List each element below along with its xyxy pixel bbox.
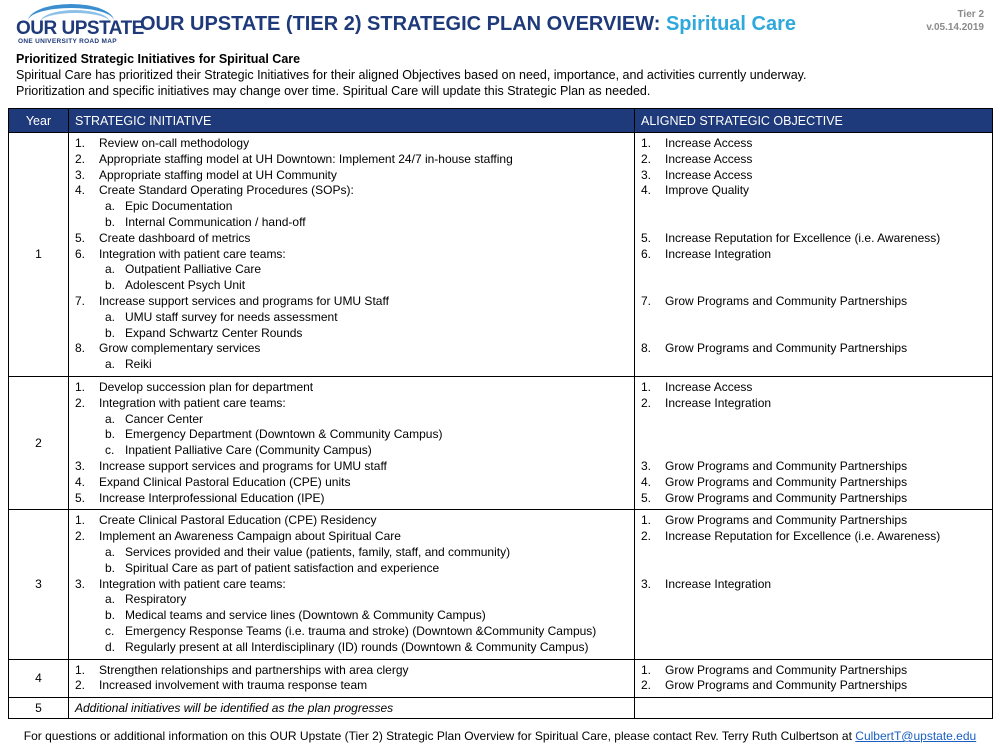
col-header-initiative: STRATEGIC INITIATIVE	[69, 109, 635, 133]
item-number: 4.	[75, 183, 86, 198]
item-text: Integration with patient care teams:	[99, 246, 286, 261]
objective-cell	[635, 376, 993, 509]
initiative-item	[75, 513, 628, 529]
intro-heading: Prioritized Strategic Initiatives for Spiritual Care	[16, 52, 301, 66]
initiative-item	[75, 380, 628, 396]
item-text: Expand Clinical Pastoral Education (CPE) units	[99, 474, 351, 489]
item-text: Expand Schwartz Center Rounds	[125, 325, 303, 340]
initiative-item	[75, 294, 628, 310]
item-number: b.	[105, 560, 116, 575]
item-number: 7.	[641, 293, 652, 308]
objective-cell	[635, 659, 993, 698]
initiative-cell	[69, 659, 635, 698]
item-number: 2.	[75, 151, 86, 166]
item-text: Integration with patient care teams:	[99, 576, 286, 591]
objective-item	[641, 427, 986, 443]
initiative-item	[75, 136, 628, 152]
item-number: 2.	[641, 151, 652, 166]
sub-initiative-item	[75, 412, 628, 428]
item-number: 1.	[75, 379, 86, 394]
item-text: Increase Reputation for Excellence (i.e. Awareness)	[665, 529, 941, 544]
item-number: 3.	[641, 167, 652, 182]
table-row	[9, 659, 993, 698]
item-text: Grow Programs and Community Partnerships	[665, 474, 908, 489]
future-initiatives-note: Additional initiatives will be identified as the plan progresses	[69, 698, 635, 719]
sub-initiative-item	[75, 592, 628, 608]
item-number: c.	[105, 623, 115, 638]
sub-initiative-item	[75, 640, 628, 656]
objective-item	[641, 294, 986, 310]
initiative-item	[75, 459, 628, 475]
year-cell: 2	[9, 376, 69, 509]
title-main: OUR UPSTATE (TIER 2) STRATEGIC PLAN OVERVIEW:	[140, 13, 666, 35]
item-text: Emergency Response Teams (i.e. trauma and stroke) (Downtown &Community Campus)	[125, 623, 597, 638]
table-body	[9, 133, 993, 719]
initiative-cell	[69, 510, 635, 659]
objective-cell	[635, 133, 993, 377]
item-text: Grow Programs and Community Partnerships	[665, 341, 908, 356]
initiative-item	[75, 396, 628, 412]
sub-initiative-item	[75, 357, 628, 373]
item-text: Regularly present at all Interdisciplinary (ID) rounds (Downtown & Community Campus)	[125, 639, 589, 654]
item-number: 2.	[641, 678, 652, 693]
item-number: a.	[105, 199, 116, 214]
footer-text: For questions or additional information on this OUR Upstate (Tier 2) Strategic Plan Overview for Spiritual Care, please contact Rev. Terry Ruth Culbertson at	[23, 729, 856, 743]
our-upstate-logo	[10, 4, 144, 46]
sub-initiative-item	[75, 561, 628, 577]
item-text: UMU staff survey for needs assessment	[125, 309, 338, 324]
item-text: Increase Integration	[665, 576, 772, 591]
item-number: 4.	[75, 474, 86, 489]
objective-item	[641, 278, 986, 294]
item-number: a.	[105, 262, 116, 277]
table-row	[9, 133, 993, 377]
objective-item	[641, 152, 986, 168]
item-number: 4.	[641, 474, 652, 489]
objective-item	[641, 529, 986, 545]
objective-item	[641, 231, 986, 247]
initiative-item	[75, 663, 628, 679]
objective-item	[641, 310, 986, 326]
objective-item	[641, 545, 986, 561]
item-text: Inpatient Palliative Care (Community Campus)	[125, 443, 372, 458]
item-text: Improve Quality	[665, 183, 750, 198]
logo-subtitle: ONE UNIVERSITY ROAD MAP	[18, 38, 117, 45]
sub-initiative-item	[75, 427, 628, 443]
version-label: v.05.14.2019	[926, 22, 984, 33]
item-number: 3.	[641, 458, 652, 473]
sub-initiative-item	[75, 262, 628, 278]
sub-initiative-item	[75, 278, 628, 294]
year-cell: 3	[9, 510, 69, 659]
objective-item	[641, 380, 986, 396]
item-number: 6.	[641, 246, 652, 261]
item-number: 3.	[75, 167, 86, 182]
sub-initiative-item	[75, 608, 628, 624]
objective-item	[641, 136, 986, 152]
objective-item	[641, 326, 986, 342]
item-text: Grow Programs and Community Partnerships	[665, 662, 908, 677]
objective-item	[641, 396, 986, 412]
intro-section	[16, 51, 986, 99]
item-text: Integration with patient care teams:	[99, 395, 286, 410]
initiative-item	[75, 152, 628, 168]
objective-item	[641, 561, 986, 577]
item-text: Implement an Awareness Campaign about Spiritual Care	[99, 529, 401, 544]
sub-initiative-item	[75, 310, 628, 326]
item-number: a.	[105, 544, 116, 559]
item-text: Outpatient Palliative Care	[125, 262, 262, 277]
objective-item	[641, 183, 986, 199]
item-number: 2.	[75, 529, 86, 544]
item-text: Appropriate staffing model at UH Community	[99, 167, 337, 182]
objective-item	[641, 663, 986, 679]
item-number: b.	[105, 278, 116, 293]
objective-item	[641, 215, 986, 231]
item-text: Increase Reputation for Excellence (i.e. Awareness)	[665, 230, 941, 245]
page-header	[0, 0, 1000, 48]
item-text: Internal Communication / hand-off	[125, 214, 306, 229]
sub-initiative-item	[75, 624, 628, 640]
item-number: 8.	[75, 341, 86, 356]
item-number: 5.	[641, 490, 652, 505]
item-number: 1.	[75, 136, 86, 150]
item-text: Strengthen relationships and partnerships with area clergy	[99, 662, 409, 677]
item-text: Increase support services and programs for UMU staff	[99, 458, 387, 473]
item-text: Increase Access	[665, 151, 753, 166]
objective-item	[641, 412, 986, 428]
item-number: 1.	[641, 136, 652, 150]
item-text: Increase Access	[665, 167, 753, 182]
initiative-item	[75, 577, 628, 593]
item-number: b.	[105, 427, 116, 442]
item-number: 2.	[75, 395, 86, 410]
col-header-year: Year	[9, 109, 69, 133]
table-row	[9, 510, 993, 659]
item-text: Reiki	[125, 357, 152, 372]
item-text: Increase Access	[665, 379, 753, 394]
item-number: 3.	[75, 576, 86, 591]
objective-item	[641, 247, 986, 263]
title-highlight: Spiritual Care	[665, 13, 797, 35]
item-text: Grow Programs and Community Partnerships	[665, 293, 908, 308]
objective-item	[641, 678, 986, 694]
logo-word: OUR UPSTATE	[16, 18, 144, 39]
strategic-plan-table	[8, 108, 993, 719]
table-row	[9, 376, 993, 509]
item-text: Grow Programs and Community Partnerships	[665, 490, 908, 505]
item-number: 7.	[75, 293, 86, 308]
item-number: 5.	[75, 230, 86, 245]
item-number: b.	[105, 608, 116, 623]
item-text: Increase Integration	[665, 246, 772, 261]
item-number: 8.	[641, 341, 652, 356]
item-number: 2.	[75, 678, 86, 693]
page-title	[140, 13, 796, 36]
objective-item	[641, 262, 986, 278]
item-text: Grow Programs and Community Partnerships	[665, 458, 908, 473]
item-text: Grow complementary services	[99, 341, 261, 356]
objective-cell	[635, 510, 993, 659]
item-number: 1.	[75, 513, 86, 528]
intro-line-2: Prioritization and specific initiatives may change over time. Spiritual Care will update this Strategic Plan as needed.	[16, 84, 651, 98]
item-text: Grow Programs and Community Partnerships	[665, 513, 908, 528]
item-text: Respiratory	[125, 592, 187, 607]
initiative-item	[75, 491, 628, 507]
item-text: Medical teams and service lines (Downtown & Community Campus)	[125, 608, 486, 623]
objective-item	[641, 577, 986, 593]
sub-initiative-item	[75, 545, 628, 561]
initiative-item	[75, 678, 628, 694]
item-number: 5.	[75, 490, 86, 505]
item-number: 1.	[641, 662, 652, 677]
item-text: Develop succession plan for department	[99, 379, 314, 394]
objective-item	[641, 443, 986, 459]
item-number: 3.	[641, 576, 652, 591]
initiative-cell	[69, 133, 635, 377]
footer	[0, 729, 1000, 743]
objective-item	[641, 341, 986, 357]
col-header-objective: ALIGNED STRATEGIC OBJECTIVE	[635, 109, 993, 133]
item-number: b.	[105, 325, 116, 340]
item-text: Increased involvement with trauma response team	[99, 678, 368, 693]
objective-item	[641, 475, 986, 491]
item-number: 2.	[641, 529, 652, 544]
year-cell: 5	[9, 698, 69, 719]
initiative-item	[75, 231, 628, 247]
item-number: 5.	[641, 230, 652, 245]
objective-item	[641, 199, 986, 215]
contact-email-link[interactable]: CulbertT@upstate.edu	[855, 729, 977, 743]
initiative-item	[75, 247, 628, 263]
objective-item	[641, 513, 986, 529]
initiative-item	[75, 529, 628, 545]
item-number: 4.	[641, 183, 652, 198]
item-number: d.	[105, 639, 116, 654]
year-cell: 4	[9, 659, 69, 698]
item-text: Appropriate staffing model at UH Downtown: Implement 24/7 in-house staffing	[99, 151, 513, 166]
tier-version-block	[926, 8, 984, 34]
item-number: a.	[105, 309, 116, 324]
item-number: 6.	[75, 246, 86, 261]
item-text: Adolescent Psych Unit	[125, 278, 246, 293]
sub-initiative-item	[75, 326, 628, 342]
item-text: Create Standard Operating Procedures (SOPs):	[99, 183, 354, 198]
objective-item	[641, 168, 986, 184]
item-text: Increase Integration	[665, 395, 772, 410]
initiative-item	[75, 341, 628, 357]
item-text: Create Clinical Pastoral Education (CPE) Residency	[99, 513, 377, 528]
item-number: 1.	[641, 379, 652, 394]
item-text: Increase support services and programs for UMU Staff	[99, 293, 389, 308]
objective-item	[641, 491, 986, 507]
item-text: Services provided and their value (patients, family, staff, and community)	[125, 544, 511, 559]
year-cell: 1	[9, 133, 69, 377]
sub-initiative-item	[75, 215, 628, 231]
intro-line-1: Spiritual Care has prioritized their Strategic Initiatives for their aligned Objectives based on need, importance, and activities currently underway.	[16, 68, 807, 82]
item-number: a.	[105, 411, 116, 426]
item-number: a.	[105, 357, 116, 372]
table-row	[9, 698, 993, 719]
item-text: Cancer Center	[125, 411, 204, 426]
item-number: 1.	[75, 662, 86, 677]
item-text: Review on-call methodology	[99, 136, 250, 150]
item-text: Create dashboard of metrics	[99, 230, 251, 245]
item-text: Spiritual Care as part of patient satisfaction and experience	[125, 560, 440, 575]
item-text: Epic Documentation	[125, 199, 233, 214]
initiative-cell	[69, 376, 635, 509]
empty-objective-cell	[635, 698, 993, 719]
item-number: 3.	[75, 458, 86, 473]
item-text: Increase Interprofessional Education (IPE)	[99, 490, 325, 505]
tier-label: Tier 2	[957, 9, 984, 20]
sub-initiative-item	[75, 443, 628, 459]
item-number: 1.	[641, 513, 652, 528]
initiative-item	[75, 475, 628, 491]
item-number: a.	[105, 592, 116, 607]
item-number: c.	[105, 443, 115, 458]
item-text: Grow Programs and Community Partnerships	[665, 678, 908, 693]
initiative-item	[75, 183, 628, 199]
item-text: Increase Access	[665, 136, 753, 150]
item-number: b.	[105, 214, 116, 229]
sub-initiative-item	[75, 199, 628, 215]
item-text: Emergency Department (Downtown & Community Campus)	[125, 427, 443, 442]
item-number: 2.	[641, 395, 652, 410]
objective-item	[641, 459, 986, 475]
table-header-row	[9, 109, 993, 133]
initiative-item	[75, 168, 628, 184]
